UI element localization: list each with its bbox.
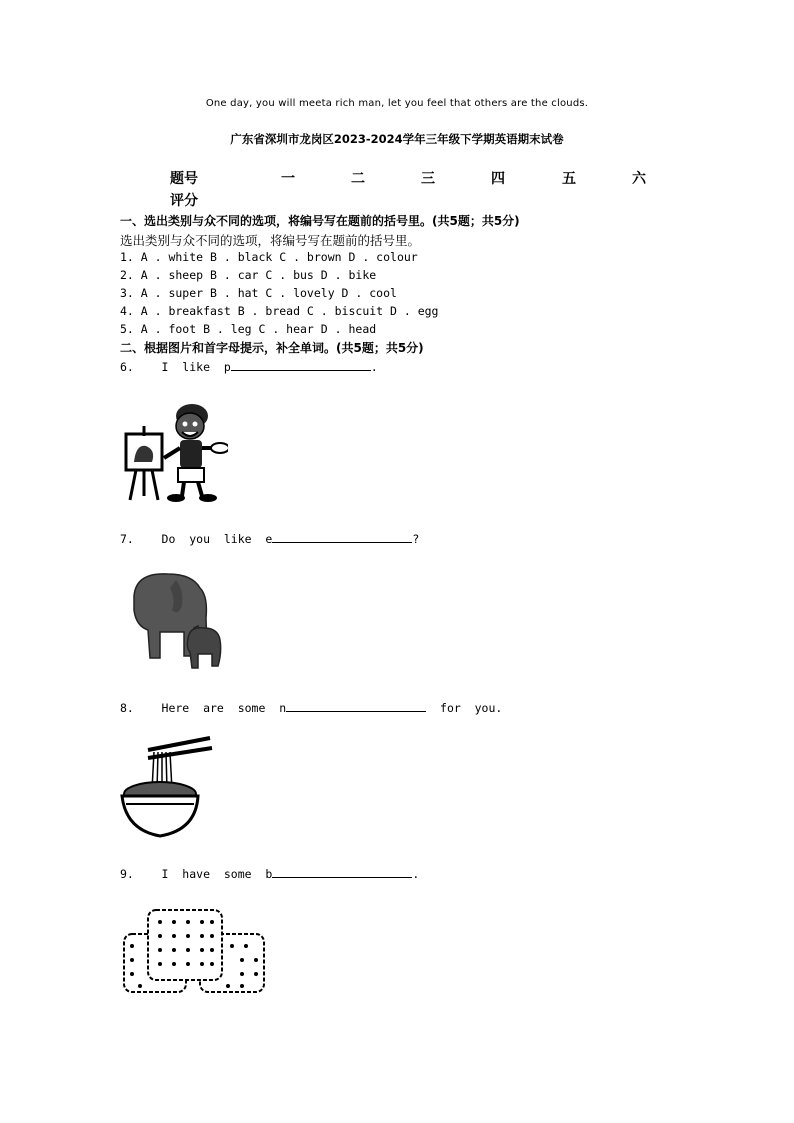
answer-blank-8[interactable] [286, 699, 426, 712]
fill-question-7 [120, 530, 419, 546]
question-1: 1. A . white B . black C . brown D . colour [120, 250, 418, 264]
section-1-instruction: 选出类别与众不同的选项，将编号写在题前的括号里。 [120, 233, 421, 248]
score-table [170, 168, 650, 212]
fill-question-6 [120, 358, 378, 374]
fill-question-7-end: ? [412, 532, 420, 546]
answer-blank-9[interactable] [272, 865, 412, 878]
question-3: 3. A . super B . hat C . lovely D . cool [120, 286, 397, 300]
motto-text: One day, you will meeta rich man, let you feel that others are the clouds. [205, 98, 589, 109]
score-table-col-4: 四 [491, 171, 505, 187]
answer-blank-6[interactable] [231, 358, 371, 371]
painter-boy-image [122, 396, 228, 506]
score-table-header-label: 题号 [170, 171, 198, 187]
fill-question-9-text: 9. I have some b [120, 867, 273, 881]
fill-question-6-text: 6. I like p [120, 360, 231, 374]
fill-question-8-text: 8. Here are some n [120, 701, 287, 715]
elephants-image [126, 566, 226, 674]
question-5: 5. A . foot B . leg C . hear D . head [120, 322, 377, 336]
section-1-heading: 一、选出类别与众不同的选项，将编号写在题前的括号里。(共5题；共5分) [120, 214, 520, 228]
biscuits-image [120, 906, 268, 998]
fill-question-7-text: 7. Do you like e [120, 532, 273, 546]
fill-question-8 [120, 699, 502, 715]
answer-blank-7[interactable] [272, 530, 412, 543]
question-4: 4. A . breakfast B . bread C . biscuit D . egg [120, 304, 439, 318]
score-table-score-label: 评分 [170, 193, 198, 209]
score-table-col-5: 五 [562, 171, 576, 187]
score-table-col-6: 六 [632, 171, 646, 187]
score-table-col-2: 二 [351, 171, 365, 187]
score-table-col-1: 一 [281, 171, 295, 187]
fill-question-8-end: for you. [426, 701, 503, 715]
page-title: 广东省深圳市龙岗区2023-2024学年三年级下学期英语期末试卷 [230, 132, 564, 146]
noodles-bowl-image [120, 734, 214, 840]
fill-question-9-end: . [412, 867, 420, 881]
fill-question-6-end: . [370, 360, 378, 374]
section-2-heading: 二、根据图片和首字母提示，补全单词。(共5题；共5分) [120, 341, 424, 355]
score-table-col-3: 三 [421, 171, 435, 187]
fill-question-9 [120, 865, 419, 881]
question-2: 2. A . sheep B . car C . bus D . bike [120, 268, 377, 282]
